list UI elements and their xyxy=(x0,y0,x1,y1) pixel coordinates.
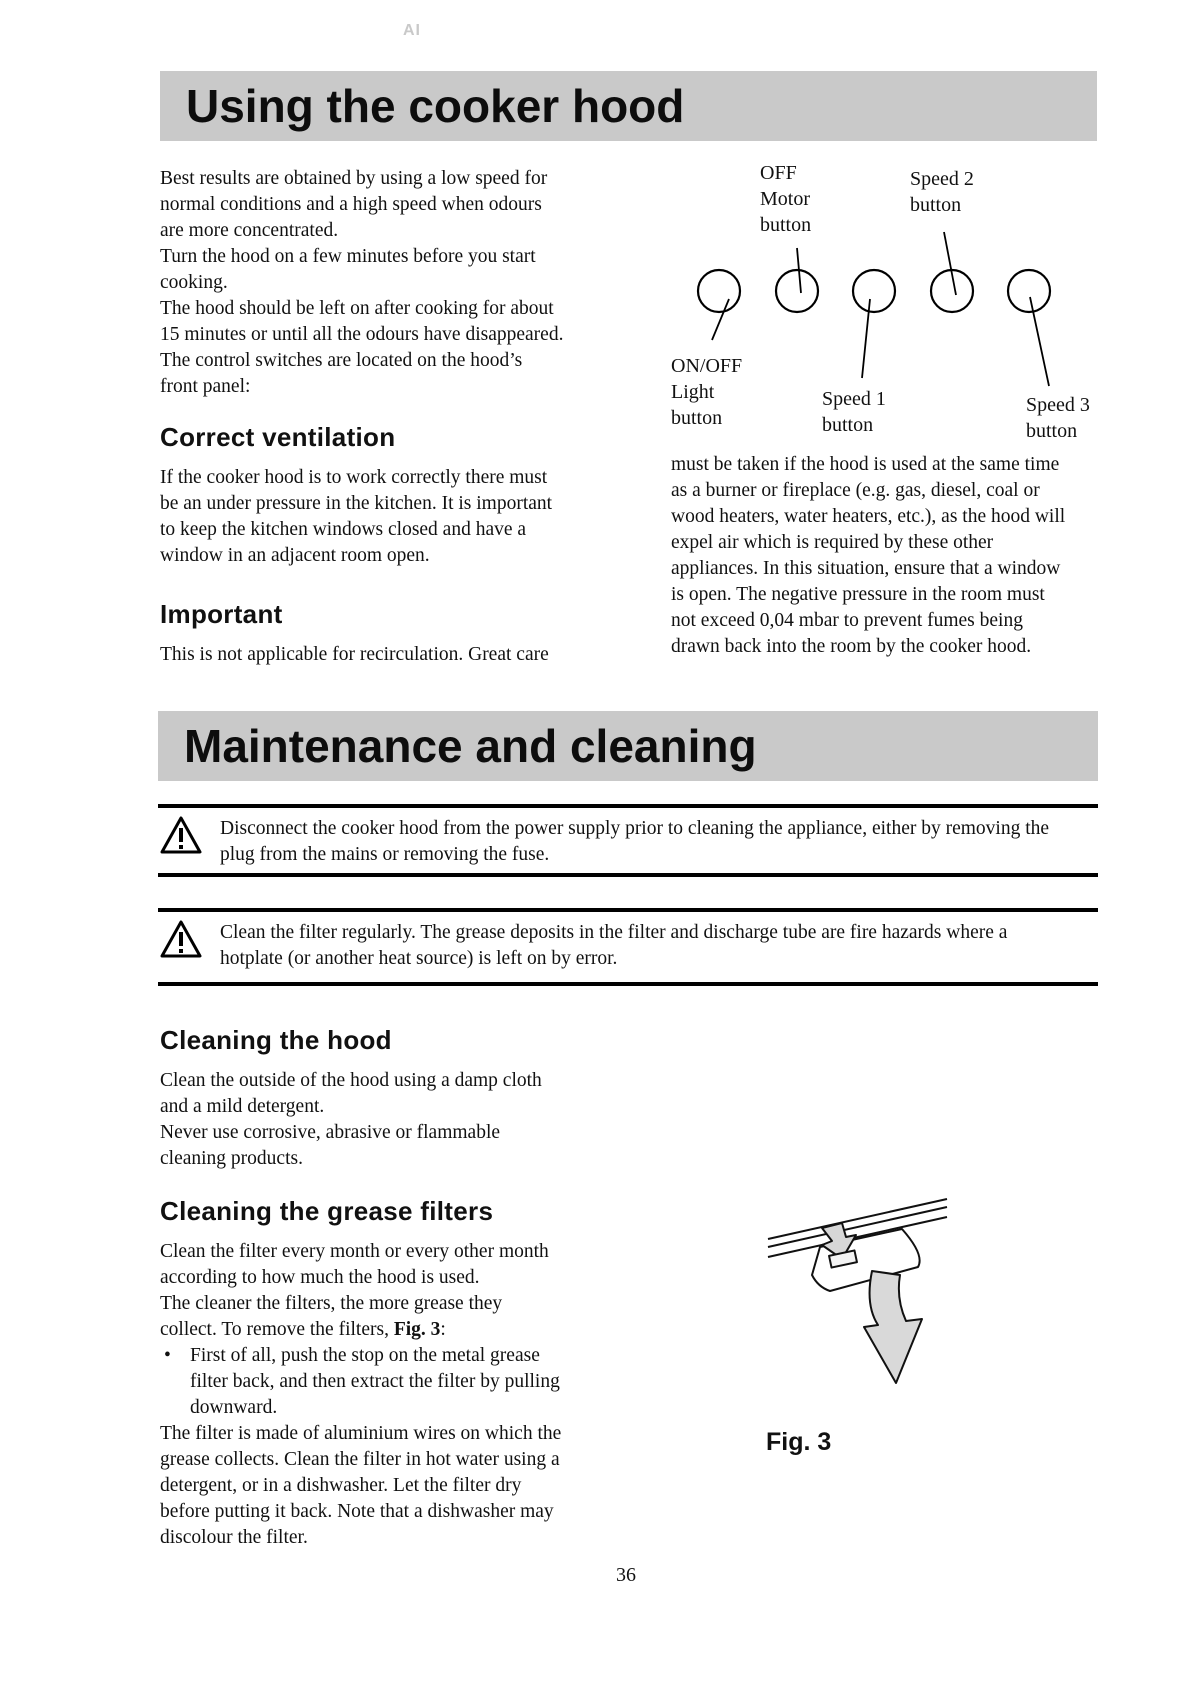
text-line: cleaning products. xyxy=(160,1148,303,1169)
label-line: ON/OFF xyxy=(671,355,743,377)
fig-reference: Fig. 3 xyxy=(393,1319,441,1340)
text-line: be an under pressure in the kitchen. It is important xyxy=(160,493,553,514)
label-speed1 xyxy=(822,386,886,438)
text-fragment: : xyxy=(440,1319,446,1340)
text-line: 15 minutes or until all the odours have disappeared. xyxy=(160,324,564,345)
text-line: wood heaters, water heaters, etc.), as the hood will xyxy=(671,506,1066,527)
section-title-using: Using the cooker hood xyxy=(186,80,685,132)
heading-cleaning-hood: Cleaning the hood xyxy=(160,1025,392,1055)
label-line: Light xyxy=(671,381,715,403)
label-speed3 xyxy=(1026,392,1090,444)
section-header-using xyxy=(160,71,1097,141)
text-line: Best results are obtained by using a low speed for xyxy=(160,168,548,189)
filter-removal-illustration xyxy=(760,1195,960,1395)
heading-correct-ventilation: Correct ventilation xyxy=(160,422,396,452)
text-line: as a burner or fireplace (e.g. gas, diesel, coal or xyxy=(671,480,1040,501)
label-line: button xyxy=(760,214,812,236)
text-line: not exceed 0,04 mbar to prevent fumes being xyxy=(671,610,1023,631)
label-line: button xyxy=(822,414,874,436)
text-line: must be taken if the hood is used at the same time xyxy=(671,454,1060,475)
label-line: button xyxy=(671,407,723,429)
divider xyxy=(158,908,1098,912)
divider xyxy=(158,804,1098,808)
label-line: Speed 2 xyxy=(910,168,974,190)
text-fragment: collect. To remove the filters, xyxy=(160,1319,394,1340)
bullet-text xyxy=(190,1343,560,1421)
text-line: First of all, push the stop on the metal grease xyxy=(190,1345,540,1366)
text-line: Turn the hood on a few minutes before you start xyxy=(160,246,536,267)
list-item xyxy=(160,1343,630,1421)
pointer-line xyxy=(944,232,956,295)
text-line: detergent, or in a dishwasher. Let the filter dry xyxy=(160,1475,522,1496)
text-line: drawn back into the room by the cooker hood. xyxy=(671,636,1032,657)
text-line: This is not applicable for recirculation. Great care xyxy=(160,644,549,665)
speed1-button-icon xyxy=(853,270,895,312)
label-speed2 xyxy=(910,166,974,218)
label-off-motor xyxy=(760,160,811,238)
text-line: cooking. xyxy=(160,272,228,293)
text-line: front panel: xyxy=(160,376,251,397)
label-onoff-light xyxy=(671,353,742,431)
header-code: AI xyxy=(403,22,421,39)
label-line: Speed 1 xyxy=(822,388,886,410)
cleaning-hood-text xyxy=(160,1068,620,1172)
divider xyxy=(158,982,1098,986)
figure-caption: Fig. 3 xyxy=(766,1428,832,1456)
page-number: 36 xyxy=(616,1564,636,1586)
text-line xyxy=(160,1317,630,1343)
section-header-maintenance xyxy=(158,711,1098,781)
important-continued-text xyxy=(671,452,1101,660)
heading-important: Important xyxy=(160,599,283,629)
label-line: Motor xyxy=(760,188,810,210)
text-line: appliances. In this situation, ensure that a window xyxy=(671,558,1061,579)
text-line: grease collects. Clean the filter in hot water using a xyxy=(160,1449,560,1470)
text-line: window in an adjacent room open. xyxy=(160,545,430,566)
text-line: hotplate (or another heat source) is left on by error. xyxy=(220,948,618,969)
onoff-light-button-icon xyxy=(698,270,740,312)
text-line: The cleaner the filters, the more grease they xyxy=(160,1293,503,1314)
text-line: Clean the filter every month or every other month xyxy=(160,1241,549,1262)
text-line: Clean the filter regularly. The grease deposits in the filter and discharge tube are fire hazards where a xyxy=(220,922,1008,943)
warning-text-clean-filter xyxy=(220,920,1100,972)
warning-icon xyxy=(159,815,203,855)
text-line: expel air which is required by these other xyxy=(671,532,994,553)
warning-text-disconnect xyxy=(220,816,1100,868)
text-line: The filter is made of aluminium wires on which the xyxy=(160,1423,562,1444)
text-line: filter back, and then extract the filter by pulling xyxy=(190,1371,560,1392)
divider xyxy=(158,873,1098,877)
text-line: discolour the filter. xyxy=(160,1527,308,1548)
text-line: Never use corrosive, abrasive or flammable xyxy=(160,1122,501,1143)
section-title-maintenance: Maintenance and cleaning xyxy=(184,720,757,772)
bullet: • xyxy=(164,1345,171,1366)
heading-cleaning-filters: Cleaning the grease filters xyxy=(160,1196,494,1226)
label-line: button xyxy=(910,194,962,216)
cleaning-filters-text xyxy=(160,1239,630,1551)
pointer-line xyxy=(712,299,729,340)
text-line: are more concentrated. xyxy=(160,220,339,241)
text-line: The control switches are located on the hood’s xyxy=(160,350,523,371)
text-line: before putting it back. Note that a dishwasher may xyxy=(160,1501,554,1522)
text-line: according to how much the hood is used. xyxy=(160,1267,480,1288)
speed3-button-icon xyxy=(1008,270,1050,312)
text-line: Disconnect the cooker hood from the power supply prior to cleaning the appliance, either by removing the xyxy=(220,818,1050,839)
text-line: downward. xyxy=(190,1397,278,1418)
text-line: normal conditions and a high speed when odours xyxy=(160,194,542,215)
text-line: plug from the mains or removing the fuse. xyxy=(220,844,550,865)
ventilation-text xyxy=(160,465,610,569)
intro-text xyxy=(160,166,610,400)
off-motor-button-icon xyxy=(776,270,818,312)
text-line: Clean the outside of the hood using a damp cloth xyxy=(160,1070,542,1091)
text-line: and a mild detergent. xyxy=(160,1096,325,1117)
text-line: is open. The negative pressure in the room must xyxy=(671,584,1045,605)
label-line: button xyxy=(1026,420,1078,442)
text-line: to keep the kitchen windows closed and have a xyxy=(160,519,527,540)
label-line: Speed 3 xyxy=(1026,394,1090,416)
text-line: If the cooker hood is to work correctly there must xyxy=(160,467,548,488)
important-text xyxy=(160,642,610,668)
text-line: The hood should be left on after cooking for about xyxy=(160,298,554,319)
label-line: OFF xyxy=(760,162,797,184)
warning-icon xyxy=(159,919,203,959)
